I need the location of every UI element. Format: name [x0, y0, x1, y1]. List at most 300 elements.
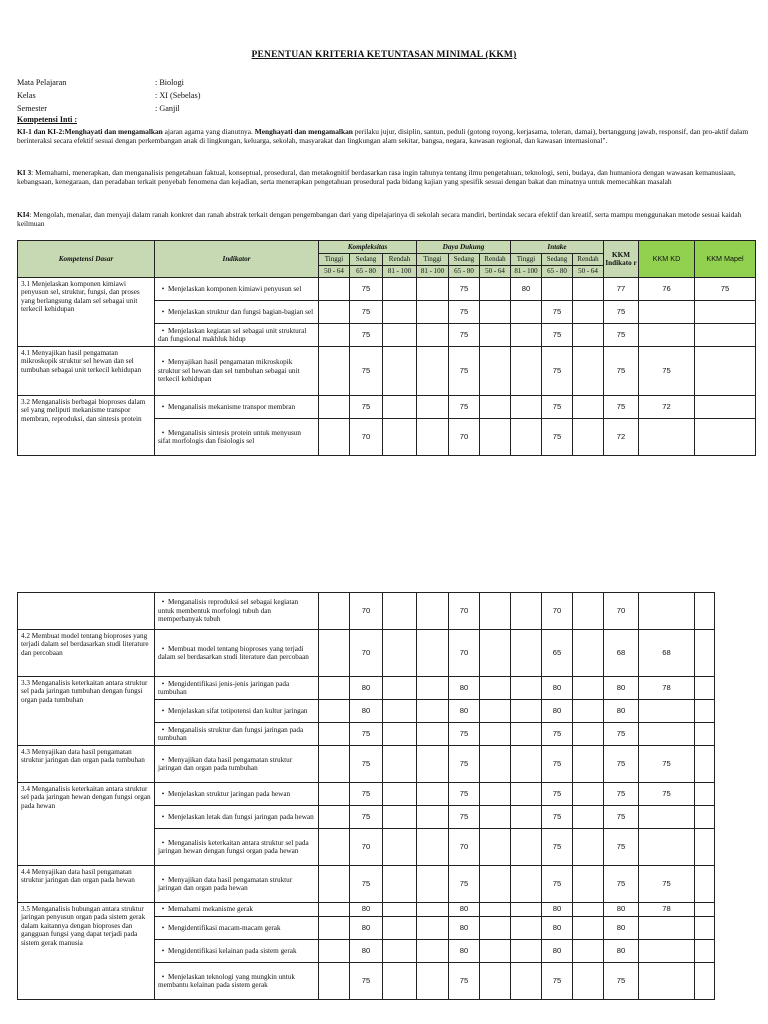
range-k-1: 65 - 80	[350, 266, 383, 278]
bullet-icon: •	[161, 923, 165, 932]
bullet-icon: •	[161, 875, 165, 884]
header-sedang: Sedang	[449, 254, 480, 266]
header-rendah: Rendah	[480, 254, 511, 266]
meta-label: Semester	[17, 104, 48, 113]
kkm-indikator-cell: 80	[604, 940, 639, 963]
indikator-cell	[155, 593, 319, 630]
empty-cell	[573, 866, 604, 903]
kkm-mapel-cell	[695, 324, 756, 347]
score-cell-i: 75	[542, 347, 573, 396]
header-tinggi: Tinggi	[319, 254, 350, 266]
kkm-indikator-cell: 75	[604, 829, 639, 866]
empty-cell	[511, 301, 542, 324]
empty-cell	[480, 630, 511, 677]
empty-cell	[480, 903, 511, 917]
ki4-text: : Mengolah, menalar, dan menyaji dalam ranah konkret dan ranah abstrak terkait dengan pengembangan dari yang dipelajarinya di sekolah secara mandiri, bertindak secara efektif dan kreatif, serta mampu menggunakan metode sesuai kaidah keilmuan	[17, 210, 742, 229]
kkm-kd-cell	[639, 963, 695, 1000]
indikator-text: Menjelaskan struktur dan fungsi bagian-bagian sel	[168, 307, 314, 316]
bullet-icon: •	[161, 972, 165, 981]
header-tinggi: Tinggi	[417, 254, 449, 266]
ki12-text-2: perilaku jujur, disiplin, santun, peduli (gotong royong, kerjasama, toleran, damai), bertanggung jawab, responsif, dan pro-aktif dalam berinteraksi secara efektif sesuai dengan perkembangan anak di lingkungan, keluarga, sekolah, masyarakat dan lingkungan alam sekitar, bangsa, negara, kawasan regional, dan kawasan internasional".	[17, 127, 749, 146]
empty-cell	[542, 278, 573, 301]
kkm-indikator-cell: 80	[604, 700, 639, 723]
range-i-0: 81 - 100	[511, 266, 542, 278]
table-row	[18, 593, 715, 630]
empty-cell	[511, 940, 542, 963]
kkm-indikator-cell: 75	[604, 396, 639, 419]
ki3-lead: KI 3	[17, 168, 32, 177]
kkm-indikator-cell: 75	[604, 783, 639, 806]
kompetensi-inti-heading: Kompetensi Inti :	[17, 115, 77, 124]
ki4-paragraph	[17, 210, 757, 229]
kkm-kd-cell: 75	[639, 783, 695, 806]
indikator-cell	[155, 866, 319, 903]
indikator-cell	[155, 677, 319, 700]
table-row	[18, 347, 756, 396]
score-cell-i: 75	[542, 324, 573, 347]
score-cell-i: 80	[542, 940, 573, 963]
empty-cell	[480, 963, 511, 1000]
empty-cell	[573, 677, 604, 700]
range-d-0: 81 - 100	[417, 266, 449, 278]
empty-cell	[319, 396, 350, 419]
score-cell-d: 75	[449, 866, 480, 903]
header-tinggi: Tinggi	[511, 254, 542, 266]
score-cell-i: 75	[542, 301, 573, 324]
score-cell-i: 80	[542, 700, 573, 723]
empty-cell	[383, 301, 417, 324]
empty-cell	[319, 903, 350, 917]
kkm-table-body	[18, 593, 715, 1000]
kkm-kd-cell: 78	[639, 677, 695, 700]
empty-cell	[383, 746, 417, 783]
kkm-kd-cell	[639, 806, 695, 829]
score-cell-k: 75	[350, 746, 383, 783]
empty-cell	[319, 324, 350, 347]
bullet-icon: •	[161, 679, 165, 688]
empty-cell	[417, 347, 449, 396]
indikator-cell	[155, 630, 319, 677]
kkm-mapel-cell	[695, 746, 715, 783]
empty-cell	[573, 700, 604, 723]
empty-cell	[480, 917, 511, 940]
kkm-mapel-cell	[695, 903, 715, 917]
empty-cell	[573, 723, 604, 746]
kkm-kd-cell: 75	[639, 347, 695, 396]
range-i-2: 50 - 64	[573, 266, 604, 278]
empty-cell	[511, 963, 542, 1000]
table-row	[18, 903, 715, 917]
score-cell-k: 75	[350, 301, 383, 324]
score-cell-d: 70	[449, 593, 480, 630]
document-title: PENENTUAN KRITERIA KETUNTASAN MINIMAL (KKM)	[251, 50, 517, 60]
kkm-kd-cell	[639, 324, 695, 347]
empty-cell	[417, 806, 449, 829]
empty-cell	[511, 806, 542, 829]
indikator-text: Mengidentifikasi kelainan pada sistem gerak	[168, 946, 297, 955]
kkm-mapel-cell	[695, 347, 756, 396]
indikator-text: Mengidentifikasi macam-macam gerak	[168, 923, 281, 932]
empty-cell	[511, 396, 542, 419]
empty-cell	[319, 806, 350, 829]
kkm-mapel-cell	[695, 806, 715, 829]
indikator-cell	[155, 746, 319, 783]
kkm-mapel-cell	[695, 723, 715, 746]
empty-cell	[417, 723, 449, 746]
kkm-mapel-cell	[695, 419, 756, 456]
empty-cell	[383, 324, 417, 347]
header-kompetensi-dasar: Kompetensi Dasar	[18, 241, 155, 278]
empty-cell	[319, 940, 350, 963]
empty-cell	[417, 903, 449, 917]
bullet-icon: •	[161, 428, 165, 437]
kkm-indikator-cell: 75	[604, 301, 639, 324]
empty-cell	[383, 783, 417, 806]
kkm-mapel-cell	[695, 866, 715, 903]
meta-row-class	[17, 89, 200, 102]
score-cell-i: 75	[542, 783, 573, 806]
kkm-table-page-1	[17, 240, 756, 456]
header-indikator: Indikator	[155, 241, 319, 278]
kkm-mapel-cell	[695, 963, 715, 1000]
empty-cell	[417, 301, 449, 324]
score-cell-k: 80	[350, 917, 383, 940]
empty-cell	[511, 677, 542, 700]
kompetensi-dasar-cell: 3.5 Menganalisis hubungan antara struktur jaringan penyusun organ pada sistem gerak dalam kaitannya dengan bioproses dan gangguan fungsi yang dapat terjadi pada sistem gerak manusia	[18, 903, 155, 1000]
indikator-cell	[155, 963, 319, 1000]
kkm-indikator-cell: 68	[604, 630, 639, 677]
indikator-text: Mengidentifikasi jenis-jenis jaringan pada tumbuhan	[158, 679, 290, 696]
indikator-text: Menganalisis sintesis protein untuk menyusun sifat morfologis dan fisiologis sel	[158, 428, 301, 445]
kkm-indikator-cell: 75	[604, 746, 639, 783]
score-cell-k: 75	[350, 963, 383, 1000]
bullet-icon: •	[161, 358, 165, 367]
empty-cell	[480, 593, 511, 630]
empty-cell	[319, 419, 350, 456]
empty-cell	[511, 917, 542, 940]
kkm-mapel-cell	[695, 301, 756, 324]
empty-cell	[511, 829, 542, 866]
score-cell-i: 80	[542, 903, 573, 917]
empty-cell	[383, 806, 417, 829]
empty-cell	[573, 419, 604, 456]
table-row	[18, 677, 715, 700]
score-cell-i: 75	[542, 829, 573, 866]
indikator-text: Menjelaskan letak dan fungsi jaringan pada hewan	[168, 812, 314, 821]
score-cell-k: 75	[350, 806, 383, 829]
empty-cell	[417, 917, 449, 940]
empty-cell	[511, 630, 542, 677]
table-row	[18, 630, 715, 677]
indikator-cell	[155, 301, 319, 324]
empty-cell	[383, 866, 417, 903]
indikator-cell	[155, 700, 319, 723]
bullet-icon: •	[161, 284, 165, 293]
indikator-text: Menjelaskan struktur jaringan pada hewan	[168, 789, 291, 798]
table-row	[18, 783, 715, 806]
kkm-mapel-cell	[695, 917, 715, 940]
score-cell-k: 75	[350, 396, 383, 419]
bullet-icon: •	[161, 644, 165, 653]
indikator-text: Menjelaskan teknologi yang mungkin untuk membantu kelainan pada sistem gerak	[158, 972, 295, 989]
bullet-icon: •	[161, 706, 165, 715]
indikator-cell	[155, 396, 319, 419]
score-cell-i: 80	[542, 917, 573, 940]
indikator-text: Menyajikan data hasil pengamatan struktur jaringan dan organ pada hewan	[158, 875, 293, 892]
empty-cell	[511, 419, 542, 456]
kkm-kd-cell	[639, 940, 695, 963]
score-cell-k: 70	[350, 829, 383, 866]
document-page-1	[0, 0, 768, 500]
empty-cell	[511, 324, 542, 347]
empty-cell	[480, 783, 511, 806]
score-cell-d: 70	[449, 829, 480, 866]
kkm-indikator-cell: 75	[604, 806, 639, 829]
score-cell-k: 75	[350, 866, 383, 903]
bullet-icon: •	[161, 402, 165, 411]
kompetensi-dasar-cell: 4.1 Menyajikan hasil pengamatan mikroskopik struktur sel hewan dan sel tumbuhan sebagai unit terkecil kehidupan	[18, 347, 155, 396]
score-cell-d: 75	[449, 278, 480, 301]
indikator-cell	[155, 324, 319, 347]
table-row	[18, 746, 715, 783]
kompetensi-dasar-cell: 3.4 Menganalisis keterkaitan antara struktur sel pada jaringan hewan dengan fungsi organ pada hewan	[18, 783, 155, 866]
score-cell-i: 75	[542, 963, 573, 1000]
bullet-icon: •	[161, 326, 165, 335]
kkm-kd-cell: 78	[639, 903, 695, 917]
empty-cell	[319, 593, 350, 630]
kkm-mapel-cell	[695, 700, 715, 723]
indikator-text: Memahami mekanisme gerak	[168, 905, 254, 914]
ki12-paragraph	[17, 127, 757, 146]
empty-cell	[480, 829, 511, 866]
score-cell-i: 80	[542, 677, 573, 700]
empty-cell	[573, 783, 604, 806]
empty-cell	[417, 278, 449, 301]
empty-cell	[417, 866, 449, 903]
empty-cell	[319, 347, 350, 396]
kkm-table-page-2	[17, 592, 715, 1000]
indikator-text: Menyajikan data hasil pengamatan struktur jaringan dan organ pada tumbuhan	[158, 755, 293, 772]
score-cell-k: 80	[350, 677, 383, 700]
range-d-1: 65 - 80	[449, 266, 480, 278]
indikator-text: Menganalisis struktur dan fungsi jaringan pada tumbuhan	[158, 725, 304, 742]
range-i-1: 65 - 80	[542, 266, 573, 278]
meta-row-semester	[17, 102, 200, 115]
empty-cell	[573, 940, 604, 963]
empty-cell	[417, 700, 449, 723]
header-kompleksitas: Kompleksitas	[319, 241, 417, 254]
kkm-indikator-cell: 75	[604, 324, 639, 347]
kkm-kd-cell	[639, 829, 695, 866]
kkm-kd-cell: 76	[639, 278, 695, 301]
empty-cell	[383, 700, 417, 723]
empty-cell	[480, 723, 511, 746]
empty-cell	[511, 866, 542, 903]
header-kkm-kd: KKM KD	[639, 241, 695, 278]
empty-cell	[383, 419, 417, 456]
empty-cell	[480, 396, 511, 419]
score-cell-i: 75	[542, 746, 573, 783]
indikator-cell	[155, 829, 319, 866]
meta-block	[17, 76, 200, 115]
kkm-indikator-cell: 80	[604, 903, 639, 917]
score-cell-i: 65	[542, 630, 573, 677]
kkm-kd-cell	[639, 700, 695, 723]
indikator-cell	[155, 917, 319, 940]
meta-value: : XI (Sebelas)	[155, 91, 201, 100]
kkm-mapel-cell: 75	[695, 278, 756, 301]
empty-cell	[511, 700, 542, 723]
indikator-text: Menganalisis keterkaitan antara struktur sel pada jaringan hewan dengan fungsi organ pada hewan	[158, 838, 309, 855]
empty-cell	[573, 347, 604, 396]
score-cell-d: 80	[449, 940, 480, 963]
empty-cell	[417, 829, 449, 866]
empty-cell	[383, 347, 417, 396]
indikator-text: Menganalisis reproduksi sel sebagai kegiatan untuk membentuk morfologi tubuh dan memperbanyak tubuh	[158, 598, 299, 624]
indikator-text: Menjelaskan sifat totipotensi dan kultur jaringan	[168, 706, 308, 715]
score-cell-d: 70	[449, 630, 480, 677]
score-cell-i: 75	[542, 806, 573, 829]
meta-value: : Ganjil	[155, 104, 180, 113]
score-cell-d: 75	[449, 347, 480, 396]
bullet-icon: •	[161, 789, 165, 798]
bullet-icon: •	[161, 838, 165, 847]
header-sedang: Sedang	[350, 254, 383, 266]
score-cell-k: 80	[350, 940, 383, 963]
empty-cell	[319, 630, 350, 677]
score-cell-d: 75	[449, 396, 480, 419]
empty-cell	[319, 829, 350, 866]
empty-cell	[417, 746, 449, 783]
score-cell-d: 75	[449, 963, 480, 1000]
empty-cell	[319, 677, 350, 700]
empty-cell	[417, 419, 449, 456]
kkm-indikator-cell: 80	[604, 677, 639, 700]
header-rendah: Rendah	[573, 254, 604, 266]
kkm-mapel-cell	[695, 677, 715, 700]
bullet-icon: •	[161, 755, 165, 764]
empty-cell	[480, 806, 511, 829]
bullet-icon: •	[161, 725, 165, 734]
indikator-text: Menjelaskan komponen kimiawi penyusun sel	[168, 284, 302, 293]
kkm-indikator-cell: 75	[604, 723, 639, 746]
score-cell-d: 75	[449, 806, 480, 829]
kkm-mapel-cell	[695, 593, 715, 630]
score-cell-k: 80	[350, 700, 383, 723]
empty-cell	[319, 301, 350, 324]
empty-cell	[319, 783, 350, 806]
empty-cell	[480, 746, 511, 783]
kkm-mapel-cell	[695, 630, 715, 677]
kompetensi-dasar-cell	[18, 593, 155, 630]
kkm-kd-cell: 72	[639, 396, 695, 419]
empty-cell	[417, 396, 449, 419]
score-cell-i: 80	[511, 278, 542, 301]
kompetensi-dasar-cell: 4.4 Menyajikan data hasil pengamatan struktur jaringan dan organ pada hewan	[18, 866, 155, 903]
score-cell-k: 70	[350, 630, 383, 677]
empty-cell	[511, 593, 542, 630]
empty-cell	[319, 278, 350, 301]
indikator-cell	[155, 806, 319, 829]
kompetensi-dasar-cell: 4.2 Membuat model tentang bioproses yang terjadi dalam sel berdasarkan studi literature dan percobaan	[18, 630, 155, 677]
kkm-indikator-cell: 75	[604, 963, 639, 1000]
score-cell-i: 70	[542, 593, 573, 630]
empty-cell	[480, 278, 511, 301]
score-cell-i: 75	[542, 723, 573, 746]
empty-cell	[573, 396, 604, 419]
indikator-text: Menyajikan hasil pengamatan mikroskopik struktur sel hewan dan sel tumbuhan sebagai unit terkecil kehidupan	[158, 358, 300, 384]
kkm-mapel-cell	[695, 940, 715, 963]
empty-cell	[573, 917, 604, 940]
kkm-indikator-cell: 75	[604, 866, 639, 903]
empty-cell	[383, 940, 417, 963]
score-cell-d: 80	[449, 903, 480, 917]
empty-cell	[480, 301, 511, 324]
score-cell-i: 75	[542, 396, 573, 419]
table-row	[18, 866, 715, 903]
empty-cell	[417, 593, 449, 630]
score-cell-d: 75	[449, 301, 480, 324]
kkm-kd-cell	[639, 593, 695, 630]
empty-cell	[319, 917, 350, 940]
ki12-bold-1: Menghayati dan mengamalkan	[64, 127, 163, 136]
header-daya-dukung: Daya Dukung	[417, 241, 511, 254]
range-k-0: 50 - 64	[319, 266, 350, 278]
empty-cell	[573, 324, 604, 347]
header-sedang: Sedang	[542, 254, 573, 266]
header-intake: Intake	[511, 241, 604, 254]
kkm-kd-cell: 75	[639, 866, 695, 903]
kkm-indikator-cell: 72	[604, 419, 639, 456]
kkm-kd-cell	[639, 419, 695, 456]
empty-cell	[573, 806, 604, 829]
kkm-indikator-cell: 75	[604, 347, 639, 396]
header-rendah: Rendah	[383, 254, 417, 266]
empty-cell	[480, 940, 511, 963]
kkm-table-body	[18, 278, 756, 456]
kompetensi-dasar-cell: 4.3 Menyajikan data hasil pengamatan struktur jaringan dan organ pada tumbuhan	[18, 746, 155, 783]
empty-cell	[573, 593, 604, 630]
score-cell-d: 75	[449, 746, 480, 783]
empty-cell	[480, 677, 511, 700]
kkm-mapel-cell	[695, 829, 715, 866]
score-cell-d: 70	[449, 419, 480, 456]
bullet-icon: •	[161, 598, 165, 607]
indikator-text: Menganalisis mekanisme transpor membran	[168, 402, 296, 411]
score-cell-k: 80	[350, 903, 383, 917]
empty-cell	[511, 746, 542, 783]
meta-label: Mata Pelajaran	[17, 78, 67, 87]
score-cell-k: 70	[350, 419, 383, 456]
empty-cell	[480, 419, 511, 456]
ki12-bold-2: Menghayati dan mengamalkan	[254, 127, 353, 136]
kkm-kd-cell	[639, 917, 695, 940]
empty-cell	[319, 723, 350, 746]
ki12-text-1: ajaran agama yang dianutnya.	[162, 127, 255, 136]
empty-cell	[573, 963, 604, 1000]
score-cell-k: 75	[350, 783, 383, 806]
score-cell-i: 75	[542, 419, 573, 456]
kkm-mapel-cell	[695, 783, 715, 806]
empty-cell	[383, 396, 417, 419]
bullet-icon: •	[161, 307, 165, 316]
meta-row-subject	[17, 76, 200, 89]
kompetensi-dasar-cell: 3.2 Menganalisis berbagai bioproses dalam sel yang meliputi mekanisme transpor membran, reproduksi, dan sintesis protein	[18, 396, 155, 456]
kkm-mapel-cell	[695, 396, 756, 419]
empty-cell	[383, 917, 417, 940]
score-cell-k: 70	[350, 593, 383, 630]
table-row	[18, 278, 756, 301]
